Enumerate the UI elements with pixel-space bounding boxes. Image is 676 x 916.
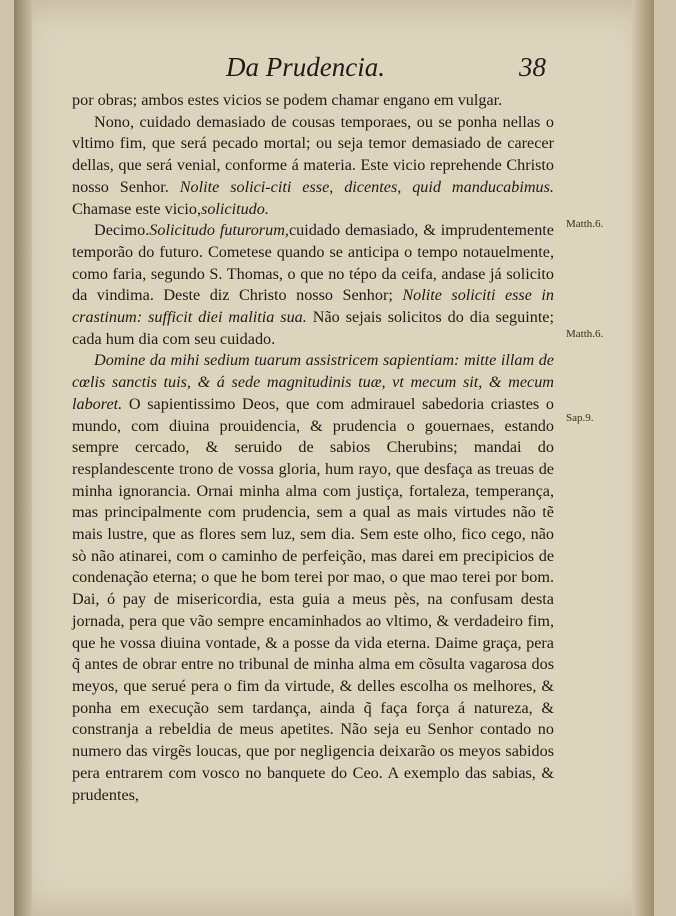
paragraph-4 [72,350,554,806]
paragraph-3-lead: Decimo. [94,221,150,240]
margin-note-3: Sap.9. [566,412,594,424]
paragraph-2-term: solicitudo. [201,199,269,218]
paragraph-2-text: Nono, cuidado demasiado de cousas temporaes, ou se ponha nellas o vltimo fim, que será pecado mortal; ou seja temor demasiado de carecer dellas, que será venial, conforme á materia. Este vicio reprehende Christo nosso Senhor. [72,112,554,196]
paragraph-4-prayer: O sapientissimo Deos, que com admirauel sabedoria criastes o mundo, com diuina prouidencia, & prudencia o gouernaes, estando sempre cercado, & seruido de sabios Cherubins; mandai do resplandescente trono de vossa gloria, hum rayo, que desfaça as treuas de minha ignorancia. Ornai minha alma com justiça, fortaleza, temperança, mas principalmente com prudencia, sem a qual as mais virtudes não tẽ mais lustre, que as flores sem luz, sem dia. Sem este olho, fico cego, não sò não atinarei, com o caminho de perfeição, mas darei em precipicios de condenação eterna; o que he bom terei por mao, o que mao terei por bom. Dai, ó pay de misericordia, esta guia a meus pès, na confusam desta jornada, pera que vão sempre encaminhados ao vltimo, & verdadeiro fim, que he vossa diuina vontade, & a posse da vida eterna. Daime graça, pera q̃ antes de obrar entre no tribunal de minha alma em cõsulta vagarosa dos meyos, que serué pera o fim da virtude, & delles escolha os melhores, & ponha em execução sem tardança, ainda q̃ faça força á natureza, & constranja a rebeldia de meus apetites. Não seja eu Senhor contado no numero das virgẽs loucas, que por negligencia deixarão os meyos sabidos pera entrarem com vosco no banquete do Ceo. A exemplo das sabias, & prudentes, [72,394,554,804]
page-edge [632,0,654,916]
paragraph-3 [72,220,554,350]
page-number: 38 [519,52,546,82]
paragraph-1-text: por obras; ambos estes vicios se podem chamar engano em vulgar. [72,91,503,109]
margin-note-2: Matth.6. [566,328,604,340]
paragraph-4-latin: Domine da mihi sedium tuarum assistricem sapientiam: mitte illam de cœlis sanctis tuis, & á sede magnitudinis tuæ, vt mecum sit, & mecum laboret. [72,351,554,413]
paragraph-3-latin: Nolite soliciti esse in crastinum: sufficit diei malitia sua. [72,286,554,327]
margin-note-1: Matth.6. [566,218,604,230]
paragraph-2-latin: Nolite solici-citi esse, dicentes, quid manducabimus. [179,177,554,196]
paragraph-3-text: cuidado demasiado, & imprudentemente temporão do futuro. Cometese quando se anticipa o tempo notauelmente, como faria, segundo S. Thomas, o que no tépo da ceifa, andase já solicito da vindima. Deste diz Christo nosso Senhor; [72,221,554,305]
page-gutter [14,0,32,916]
paragraph-3-term: Solicitudo futurorum, [149,221,289,240]
paragraph-3-translation: Não sejais solicitos do dia seguinte; cada hum dia com seu cuidado. [72,308,554,348]
paragraph-2-text-b: Chamase este vicio, [72,199,202,218]
book-page [14,0,654,916]
body-text [72,90,554,806]
running-title: Da Prudencia. [226,52,385,82]
paragraph-1 [72,90,554,112]
paragraph-2 [72,112,554,221]
